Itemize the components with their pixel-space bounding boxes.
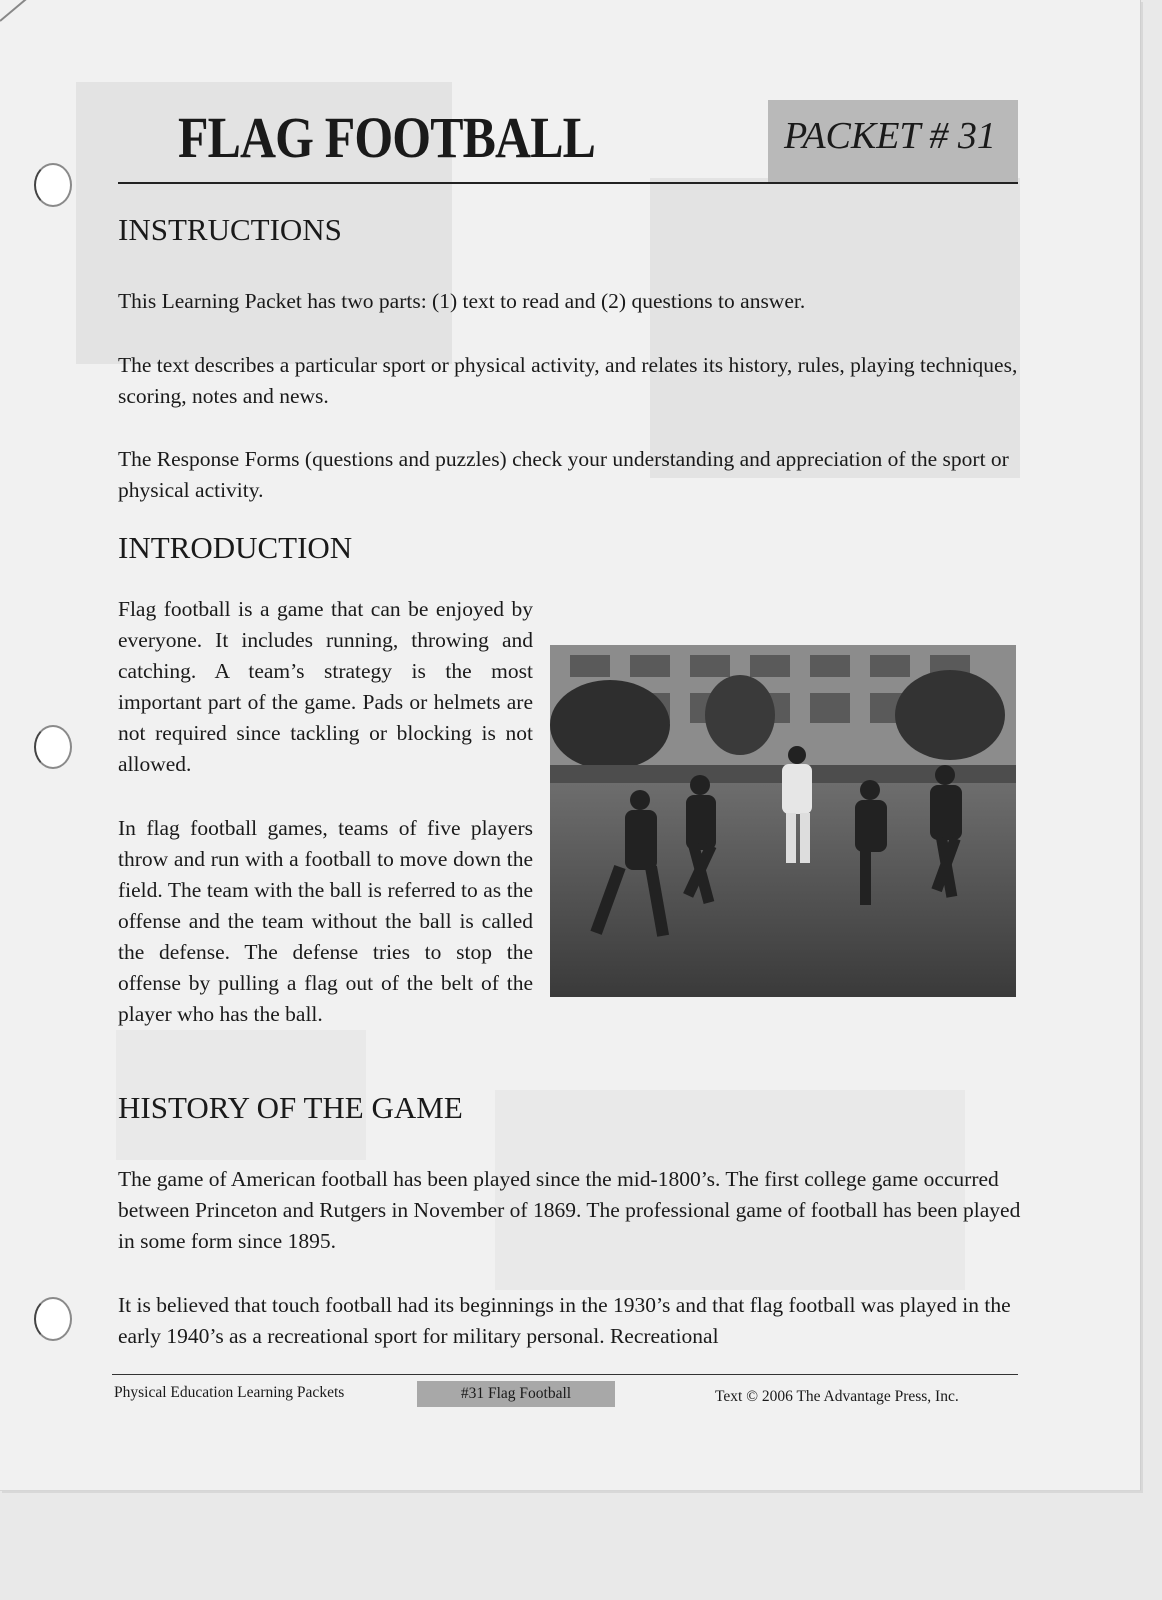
instructions-paragraph: The Response Forms (questions and puzzles) check your understanding and appreciation of the sport or physical activity. [118, 447, 1009, 502]
footer-packet-label: #31 Flag Football [417, 1381, 615, 1407]
title-divider [118, 182, 1018, 184]
history-paragraph: The game of American football has been played since the mid-1800’s. The first college game occurred between Princeton and Rutgers in November of 1869. The professional game of football has been played in some form since 1895. [118, 1167, 1021, 1253]
footer-copyright: Text © 2006 The Advantage Press, Inc. [715, 1388, 959, 1405]
instructions-heading: INSTRUCTIONS [118, 212, 342, 247]
binder-hole [34, 163, 72, 207]
bleed-through-block [650, 178, 1020, 478]
page-title: FLAG FOOTBALL [178, 105, 596, 170]
instructions-paragraph: This Learning Packet has two parts: (1) text to read and (2) questions to answer. [118, 289, 806, 313]
history-heading: HISTORY OF THE GAME [118, 1090, 463, 1125]
footer-divider [112, 1374, 1018, 1375]
footer-series-label: Physical Education Learning Packets [114, 1384, 345, 1401]
binder-hole [34, 725, 72, 769]
introduction-paragraph: In flag football games, teams of five players throw and run with a football to move down the field. The team with the ball is referred to as the offense and the team without the ball is called the defense. The defense tries to stop the offense by pulling a flag out of the belt of the player who has the ball. [118, 816, 533, 1026]
flag-football-players-photo-icon [550, 645, 1016, 997]
packet-number-label: PACKET # 31 [784, 115, 996, 157]
introduction-paragraph: Flag football is a game that can be enjoyed by everyone. It includes running, throwing and catching. A team’s strategy is the most important part of the game. Pads or helmets are not required since tackling or blocking is not allowed. [118, 597, 533, 776]
instructions-paragraph: The text describes a particular sport or physical activity, and relates its history, rules, playing techniques, scoring, notes and news. [118, 353, 1018, 408]
corner-fold-mark [0, 0, 31, 22]
flag-football-photo [550, 645, 1016, 997]
packet-number-badge [768, 100, 1018, 182]
history-paragraph: It is believed that touch football had its beginnings in the 1930’s and that flag football was played in the early 1940’s as a recreational sport for military personal. Recreational [118, 1293, 1011, 1348]
binder-hole [34, 1297, 72, 1341]
introduction-heading: INTRODUCTION [118, 530, 353, 565]
